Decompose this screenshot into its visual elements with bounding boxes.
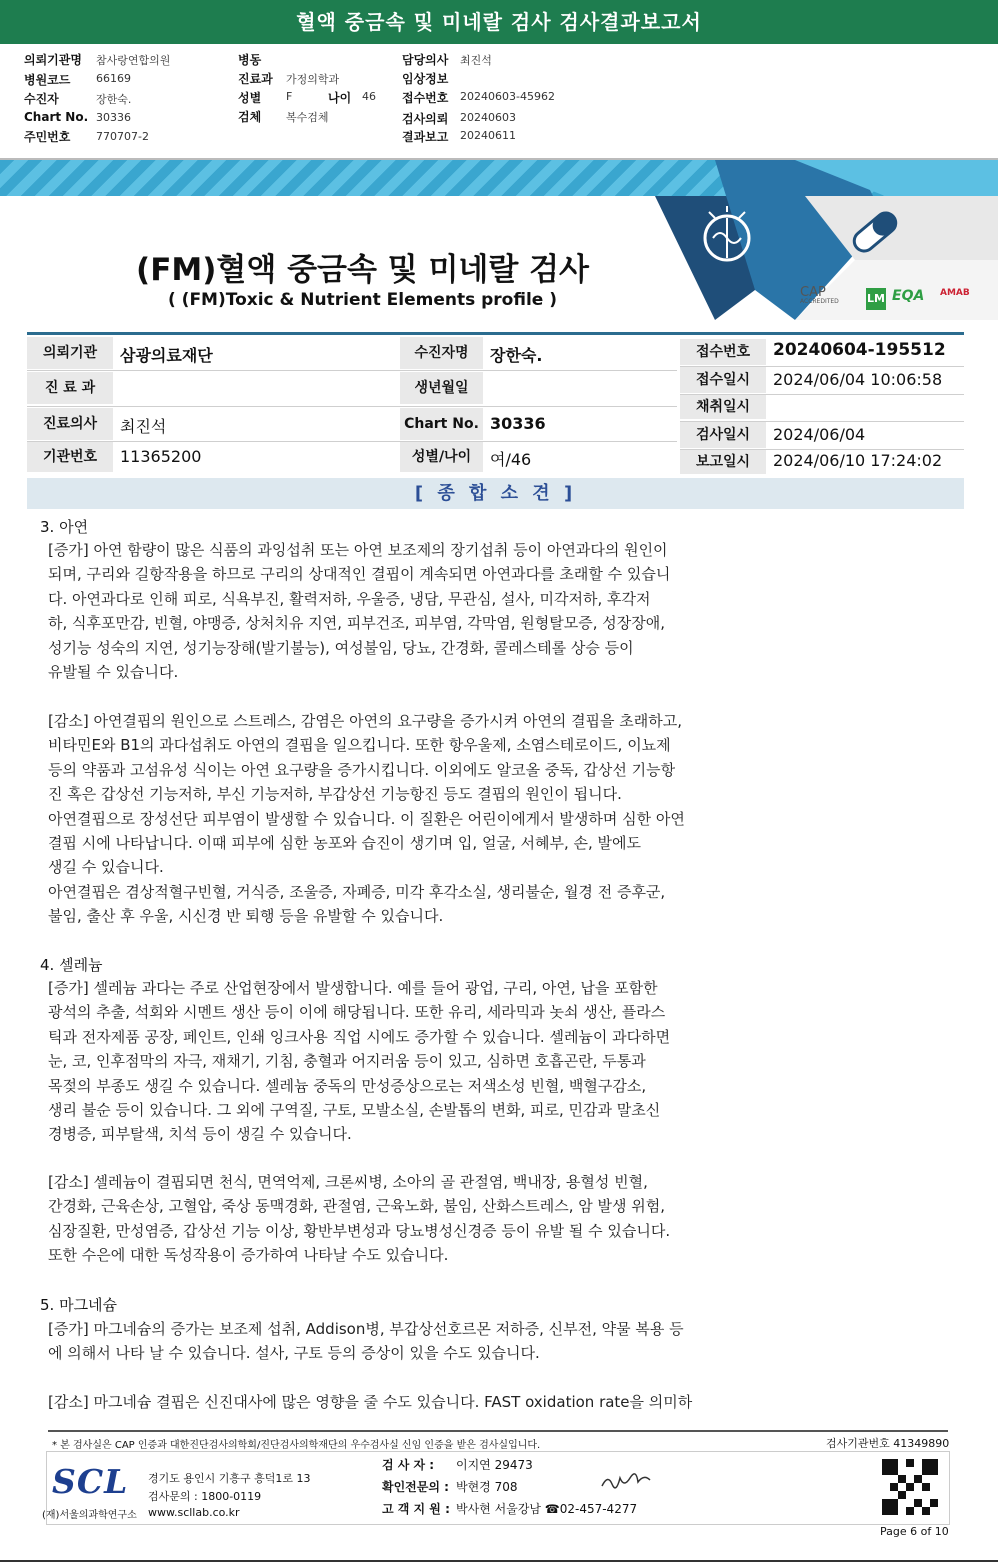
institution-no-value: 11365200 [120,447,202,466]
dept-value: 가정의학과 [286,73,340,86]
signature-image [598,1470,658,1494]
receipt-time-label: 접수일시 [680,367,766,393]
report-date-label: 결과보고 [402,130,449,144]
specimen-label: 검체 [238,110,262,124]
examiner-label: 검 사 자 : [382,1458,435,1472]
lab-website[interactable]: www.scllab.co.kr [148,1506,240,1519]
hospital-code-label: 병원코드 [24,73,71,87]
rrn-label: 주민번호 [24,130,71,144]
accreditation-note: * 본 검사실은 CAP 인증과 대한진단검사의학회/진단검사의학재단의 우수검사실 신임 인증을 받은 검사실입니다. [52,1440,541,1451]
doctor-value: 최진석 [460,54,492,67]
org-label: 의뢰기관 [27,337,113,369]
chart-label: Chart No. [24,110,89,124]
page-subtitle: ( (FM)Toxic & Nutrient Elements profile ) [167,290,557,310]
row-divider [27,441,677,442]
page-title: (FM)혈액 중금속 및 미네랄 검사 [136,252,589,288]
eqa-logo: EQA [892,288,925,304]
test-date-value: 2024/06/04 [773,425,866,444]
magnesium-increase-text: [증가] 마그네슘의 증가는 보조제 섭취, Addison병, 부갑상선호르몬 저하증, 신부전, 약물 복용 등 에 의해서 나타 날 수 있습니다. 설사, 구토 등의 증상이 있을 수도 있습니다. [48,1320,684,1363]
report-banner: 혈액 중금속 및 미네랄 검사 검사결과보고서 [0,0,998,44]
doctor-label: 담당의사 [402,53,449,67]
row-divider [680,449,964,450]
sex-age-value: 여/46 [490,450,532,469]
report-time-label: 보고일시 [680,450,766,474]
support-label: 고 객 지 원 : [382,1502,450,1516]
specialist-label: 확인전문의 : [382,1480,449,1494]
test-date-label: 검사일시 [680,422,766,448]
report-time-value: 2024/06/10 17:24:02 [773,451,943,470]
row-divider [680,366,964,367]
age-label: 나이 [328,91,352,105]
lm-logo: LM [866,288,886,310]
clinical-label: 임상정보 [402,72,449,86]
request-date-label: 검사의뢰 [402,112,449,126]
receipt-label: 접수번호 [402,91,449,105]
receipt-value: 20240603-45962 [460,90,555,103]
selenium-decrease-text: [감소] 셀레늄이 결핍되면 천식, 면역억제, 크론씨병, 소아의 골 관절염, 백내장, 용혈성 빈혈, 간경화, 근육손상, 고혈압, 죽상 동맥경화, 관절염, 근육노화, 불임, 산화스트레스, 암 발생 위험, 심장질환, 만성염증, 갑상선 기능 이상, 황반부변성과 당뇨병성신경증 등이 유발 될 수 있습니다. 또한 수은에 대한 독성작용이 증가하여 나타날 수도 있습니다. [48,1173,671,1265]
doctor-value: 최진석 [120,417,167,436]
cap-logo: CAP ACCREDITED [800,285,839,305]
lab-address: 경기도 용인시 기흥구 흥덕1로 13 [148,1472,311,1485]
section-title-zinc: 3. 아연 [40,518,89,536]
receipt-no-value: 20240604-195512 [773,340,946,360]
row-divider [680,394,964,395]
chart-no-value: 30336 [490,414,546,433]
patient-value: 장한숙. [96,93,132,106]
qr-code-icon [882,1459,938,1515]
section-title-magnesium: 5. 마그네슘 [40,1296,118,1314]
ward-label: 병동 [238,53,262,67]
sex-age-label: 성별/나이 [400,442,483,472]
collection-time-label: 채취일시 [680,395,766,419]
hospital-code-value: 66169 [96,72,131,85]
section-title-selenium: 4. 셀레늄 [40,956,103,974]
chart-no-label: Chart No. [400,408,483,440]
zinc-increase-text: [증가] 아연 함량이 많은 식품의 과잉섭취 또는 아연 보조제의 장기섭취 등이 아연과다의 원인이 되며, 구리와 길항작용을 하므로 구리의 상대적인 결핍이 계속되면 아연과다를 초래할 수 있습니 다. 아연과다로 인해 피로, 식욕부진, 활력저하, 우울증, 냉담, 무관심, 설사, 미각저하, 후각저 하, 식후포만감, 빈혈, 야맹증, 상처치유 지연, 피부건조, 피부염, 각막염, 원형탈모증, 성장장애, 성기능 성숙의 지연, 성기능장해(발기불능), 여성불임, 당뇨, 간경화, 콜레스테롤 상승 등이 유발될 수 있습니다. [48,541,671,682]
report-date-value: 20240611 [460,129,516,142]
rrn-value: 770707-2 [96,130,149,143]
specimen-value: 복수검체 [286,111,329,124]
table-top-rule [27,332,964,335]
lab-name: (재)서울의과학연구소 [42,1510,137,1521]
examiner-value: 이지연 29473 [456,1458,533,1472]
patient-name-label: 수진자명 [400,337,483,369]
amab-logo: AMAB [940,288,970,298]
org-value: 참사랑연합의원 [96,54,171,67]
sex-label: 성별 [238,91,262,105]
dept-label: 진 료 과 [27,372,113,404]
row-divider [680,421,964,422]
age-value: 46 [362,90,376,103]
org-label: 의뢰기관명 [24,53,82,67]
row-divider [27,370,677,371]
summary-header: [ 종 합 소 견 ] [27,478,964,509]
org-value: 삼광의료재단 [120,346,213,365]
page-number: Page 6 of 10 [880,1525,949,1538]
scl-logo: SCL [52,1462,129,1501]
footer-rule [48,1430,948,1432]
request-date-value: 20240603 [460,111,516,124]
institution-no-label: 기관번호 [27,442,113,472]
zinc-decrease-text: [감소] 아연결핍의 원인으로 스트레스, 감염은 아연의 요구량을 증가시켜 아연의 결핍을 초래하고, 비타민E와 B1의 과다섭취도 아연의 결핍을 일으킵니다. 또한 항우울제, 소염스테로이드, 이뇨제 등의 약품과 고섬유성 식이는 아연 요구량을 증가시킵니다. 이외에도 알코올 중독, 갑상선 기능항 진 혹은 갑상선 기능저하, 부신 기능저하, 부갑상선 기능항진 등도 결핍의 원인이 됩니다. 아연결핍으로 장성선단 피부염이 발생할 수 있습니다. 이 질환은 어린이에게서 발생하며 심한 아연 결핍 시에 나타납니다. 이때 피부에 심한 농포와 습진이 생기며 입, 얼굴, 서혜부, 손, 발에도 생길 수 있습니다. 아연결핍은 겸상적혈구빈혈, 거식증, 조울증, 자폐증, 미각 후각소실, 생리불순, 월경 전 증후군, 불임, 출산 후 우울, 시신경 반 퇴행 등을 유발할 수 있습니다. [48,712,685,926]
magnesium-decrease-text: [감소] 마그네슘 결핍은 신진대사에 많은 영향을 줄 수도 있습니다. FAST oxidation rate을 의미하 [48,1393,693,1411]
bottom-rule [0,1560,998,1562]
support-value: 박사현 서울강남 ☎02-457-4277 [456,1502,638,1516]
sex-value: F [286,90,293,103]
patient-name-value: 장한숙. [490,346,543,365]
lab-inquiry: 검사문의 : 1800-0119 [148,1490,262,1503]
selenium-increase-text: [증가] 셀레늄 과다는 주로 산업현장에서 발생합니다. 예를 들어 광업, 구리, 아연, 납을 포함한 광석의 추출, 석회와 시멘트 생산 등이 이에 해당됩니다. 또한 유리, 세라믹과 놋쇠 생산, 플라스 틱과 전자제품 공장, 페인트, 인쇄 잉크사용 직업 시에도 증가할 수 있습니다. 셀레늄이 과다하면 눈, 코, 인후점막의 자극, 재채기, 기침, 충혈과 어지러움 등이 있고, 심하면 호흡곤란, 두통과 목젖의 부종도 생길 수 있습니다. 셀레늄 중독의 만성증상으로는 저색소성 빈혈, 백혈구감소, 생리 불순 등이 있습니다. 그 외에 구역질, 구토, 모발소실, 손발톱의 변화, 피로, 민감과 말초신 경병증, 피부탈색, 치석 등이 생길 수 있습니다. [48,979,671,1144]
doctor-label: 진료의사 [27,408,113,440]
specialist-value: 박현경 708 [456,1480,518,1494]
chart-value: 30336 [96,111,131,124]
patient-label: 수진자 [24,92,59,106]
birthdate-label: 생년월일 [400,372,483,404]
dept-label: 진료과 [238,72,273,86]
request-header [0,44,998,160]
row-divider [27,406,677,407]
registration-number: 검사기관번호 41349890 [826,1437,950,1450]
receipt-time-value: 2024/06/04 10:06:58 [773,370,943,389]
receipt-no-label: 접수번호 [680,339,766,365]
